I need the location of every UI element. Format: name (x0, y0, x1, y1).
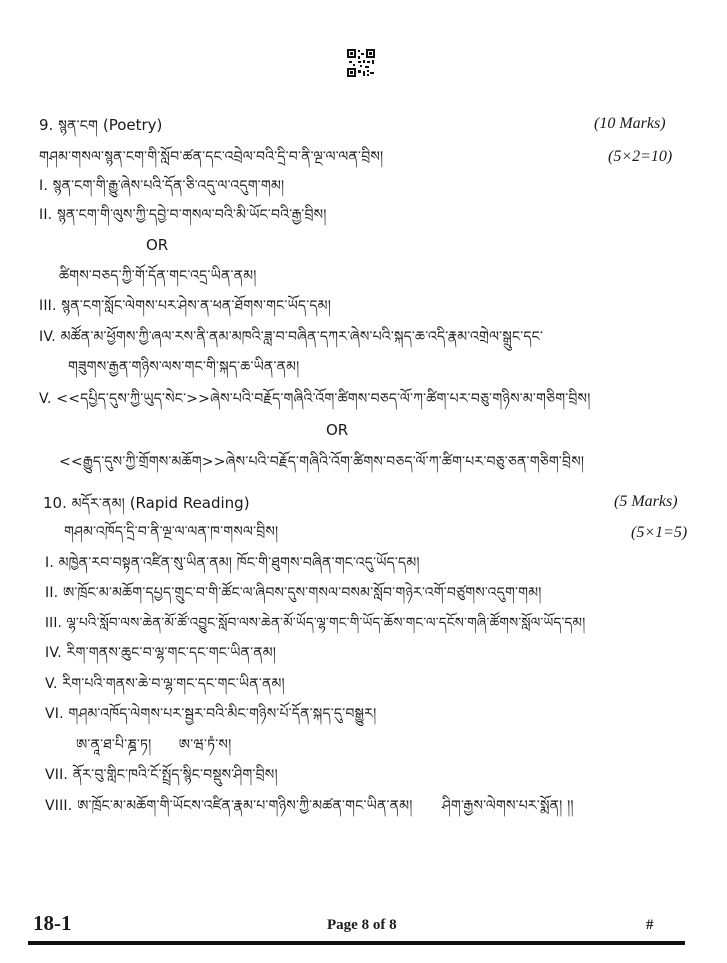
q10-number: 10. (43, 494, 67, 512)
q10-heading (43, 493, 250, 514)
q9-item-v: V. <<དཔྱིད་དུས་ཀྱི་ཡུད་སེང་>>ཞེས་པའི་བརྗོད་གཞིའི་འོག་ཚིགས་བཅད་ལོ་ཀ་ཚིག་པར་བཅུ་གཉིས་མ་གཅིག་བྲིས། (39, 391, 591, 407)
q10-title-tibetan: མདོར་ནམ། (71, 496, 125, 512)
q10-marks: (5 Marks) (614, 493, 678, 510)
q9-sub-marks: (5×2=10) (608, 148, 673, 165)
q9-heading (39, 115, 162, 136)
q10-item-viii-tail: ཤིག་རྒྱས་ལེགས་པར་སྨོན། །། (441, 798, 574, 814)
q10-title-english: (Rapid Reading) (129, 494, 250, 512)
footer-hash: # (646, 917, 654, 933)
q10-item-viii-text: VIII. ཨ་ཁྲོང་མ་མཆོག་གི་ཡོངས་འཛིན་རྣམ་པ་གཉིས་ཀྱི་མཚན་གང་ཡིན་ནམ། (45, 798, 413, 814)
q9-or-1: OR (146, 236, 169, 254)
q9-item-iv-cont: གཟུགས་རྒྱན་གཉིས་ལས་གང་གི་སྐད་ཆ་ཡིན་ནམ། (68, 359, 300, 375)
q9-number: 9. (39, 116, 54, 134)
page-number: Page 8 of 8 (327, 917, 397, 933)
q9-item-ii: II. སྙན་ངག་གི་ལུས་ཀྱི་དབྱེ་བ་གསལ་བའི་མི་ཡོང་བའི་རྒྱ་བྲིས། (39, 207, 327, 223)
q10-item-vii: VII. ནོར་བུ་གླིང་ཁའི་ངོ་སྤྲོད་སྙིང་བསྡུས་ཤིག་བྲིས། (45, 767, 278, 783)
qr-code-icon (346, 48, 376, 78)
q10-item-v: V. རིག་པའི་གནས་ཆེ་བ་ལྷ་གང་དང་གང་ཡིན་ནམ། (45, 676, 285, 692)
q9-item-v-alt: <<རྒྱུད་དུས་ཀྱི་གྲོགས་མཆོག>>ཞེས་པའི་བརྗོད་གཞིའི་འོག་ཚིགས་བཅད་ལོ་ཀ་ཚིག་པར་བཅུ་ཅན་གཅིག་བྲིས། (59, 454, 585, 470)
q9-or-2: OR (326, 421, 349, 439)
q9-item-i: I. སྙན་ངག་གི་རྒྱུ་ཞེས་པའི་དོན་ཅི་འདུ་ལ་འདུག་གམ། (39, 178, 285, 194)
q9-instruction: གཤམ་གསལ་སྙན་ངག་གི་སློབ་ཚན་དང་འབྲེལ་བའི་དྲི་བ་ནི་ལྔ་ལ་ལན་བྲིས། (39, 149, 384, 165)
q9-title-tibetan: སྙན་ངག (58, 118, 99, 134)
q10-instruction: གཤམ་འཁོད་དྲི་བ་ནི་ལྔ་ལ་ལན་ཁ་གསལ་བྲིས། (64, 524, 279, 540)
q10-vi-word-2: ཨ་ཝ་ཏཾ་ས། (178, 737, 232, 753)
footer-rule (28, 941, 685, 945)
q10-vi-word-1: ཨ་ནཱ་ཐ་པི་ཎྜ་ཏ། (76, 737, 152, 753)
q10-item-iii: III. ལྷ་པའི་སློབ་ལས་ཆེན་མོ་ཚོ་འབྱུང་སློབ་ལས་ཆེན་མོ་ཡོད་ལྷ་གང་གི་ཡོད་ཆོས་གང་ལ་དངོས་གཞི་ཚོགས་སློལ་ཡོད་དམ། (45, 615, 586, 631)
q10-item-ii: II. ཨ་ཁྲོང་མ་མཆོག་དཔྱད་གྲུང་བ་གི་ཚོང་ལ་ཞིབས་དུས་གསལ་བསམ་སློབ་གཉེར་འགོ་བཙུགས་འདུག་གམ། (45, 585, 542, 601)
q10-sub-marks: (5×1=5) (631, 524, 688, 541)
q10-item-iv: IV. རིག་གནས་ཆུང་བ་ལྷ་གང་དང་གང་ཡིན་ནམ། (45, 645, 277, 661)
q9-item-iii: III. སྙན་ངག་སློང་ལེགས་པར་ཤེས་ན་ཕན་ཐོགས་གང་ཡོད་དམ། (39, 298, 332, 314)
paper-code: 18-1 (33, 911, 72, 935)
q10-item-i: I. མཁྱེན་རབ་བསྟན་འཛིན་སུ་ཡིན་ནམ། ཁོང་གི་ཐུགས་བཞིན་གང་འདུ་ཡོད་དམ། (45, 555, 420, 571)
q9-title-english: (Poetry) (102, 116, 163, 134)
q10-item-vi: VI. གཤམ་འཁོད་ལེགས་པར་སྦྱར་བའི་མིང་གཉིས་པོ་དོན་སྐད་དུ་བསྒྱུར། (45, 706, 377, 722)
q10-item-viii (45, 796, 574, 816)
q9-item-iv: IV. མཚོན་མ་ཕྱོགས་ཀྱི་ཞལ་རས་ནི་ནམ་མཁའི་ཟླ་བ་བཞིན་དཀར་ཞེས་པའི་སྐད་ཆ་འདི་རྣམ་འགྲེལ་སྒྲུང་དང་ (39, 329, 544, 345)
q9-marks: (10 Marks) (594, 115, 666, 132)
q10-vi-words (76, 735, 231, 755)
q9-item-ii-alt: ཚིགས་བཅད་ཀྱི་གོ་དོན་གང་འདྲ་ཡིན་ནམ། (59, 268, 257, 284)
